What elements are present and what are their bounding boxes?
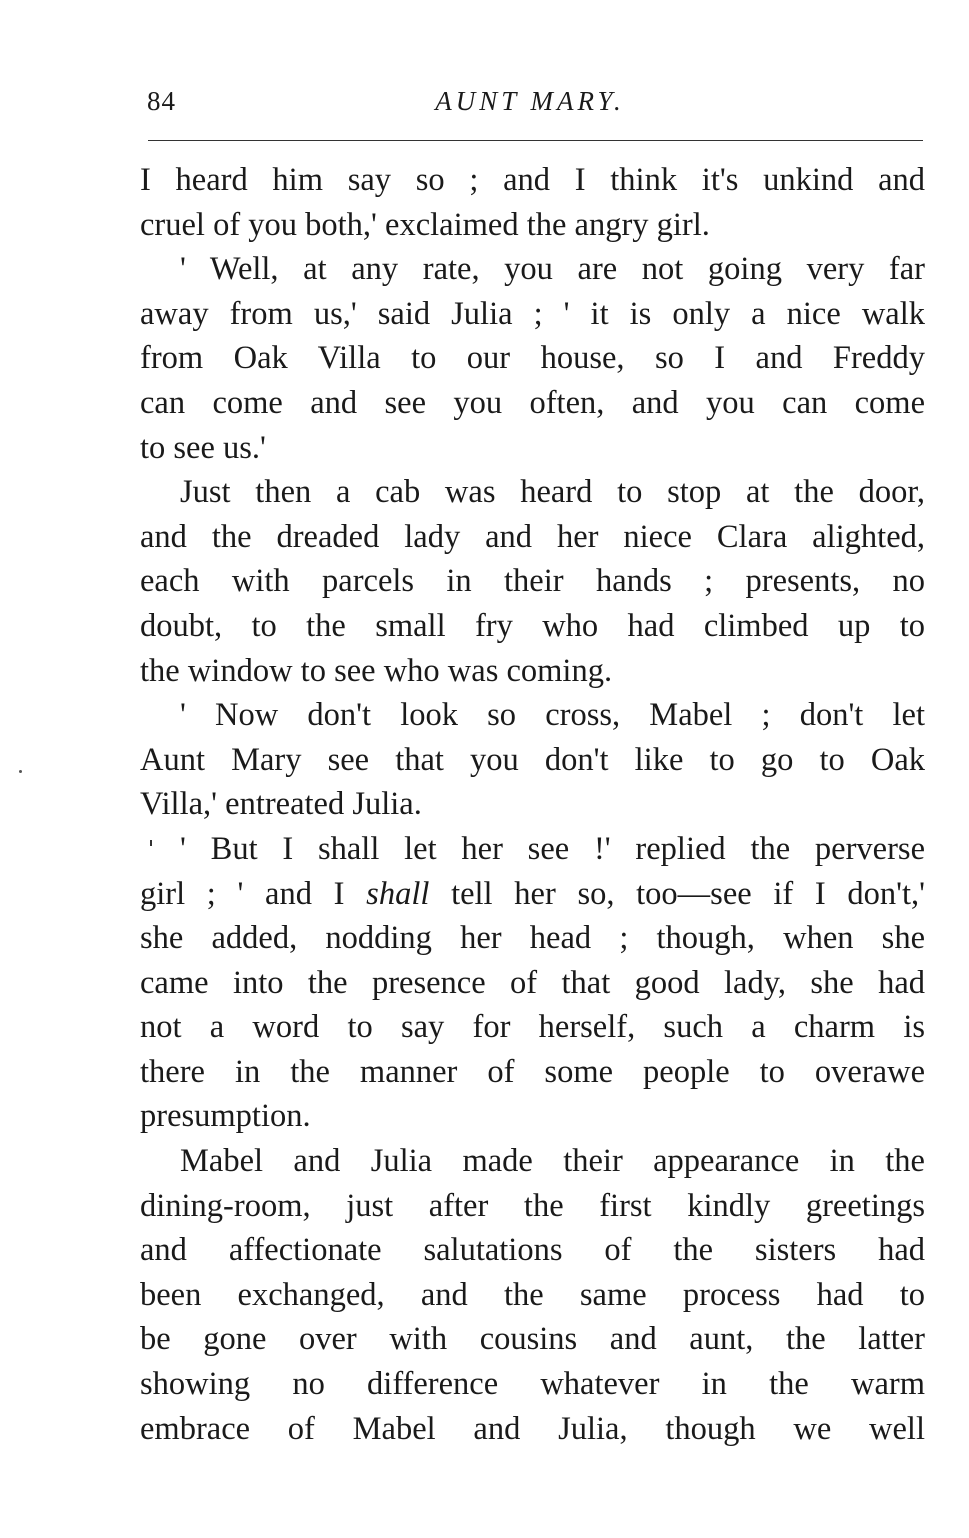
emphasized-word: shall xyxy=(366,875,430,912)
text-line: doubt, to the small fry who had climbed up to xyxy=(140,607,925,644)
text-line: the window to see who was coming. xyxy=(140,652,613,689)
text-line: each with parcels in their hands ; presents, no xyxy=(140,563,925,600)
text-line: girl ; ' and I shall tell her so, too—see if I don't,' xyxy=(140,875,926,912)
text-line: Villa,' entreated Julia. xyxy=(140,786,422,823)
text-line: ' Well, at any rate, you are not going very far xyxy=(180,251,925,288)
text-line: and affectionate salutations of the sisters had xyxy=(140,1232,925,1269)
margin-speck xyxy=(19,770,22,773)
text-line: not a word to say for herself, such a charm is xyxy=(140,1009,925,1046)
page-header xyxy=(135,86,925,126)
text-line: away from us,' said Julia ; ' it is only a nice walk xyxy=(140,295,925,332)
text-line: been exchanged, and the same process had to xyxy=(140,1276,925,1313)
text-line: to see us.' xyxy=(140,429,266,466)
text-line: presumption. xyxy=(140,1098,311,1135)
text-line: cruel of you both,' exclaimed the angry girl. xyxy=(140,206,710,243)
text-line: can come and see you often, and you can come xyxy=(140,384,925,421)
text-line: showing no difference whatever in the warm xyxy=(140,1366,925,1403)
text-line: dining-room, just after the first kindly greetings xyxy=(140,1187,925,1224)
text-line: Aunt Mary see that you don't like to go to Oak xyxy=(140,741,925,778)
text-line: Just then a cab was heard to stop at the door, xyxy=(180,474,925,511)
body-text xyxy=(140,158,925,1451)
text-line: there in the manner of some people to overawe xyxy=(140,1053,925,1090)
text-line: and the dreaded lady and her niece Clara alighted, xyxy=(140,518,925,555)
header-rule xyxy=(148,140,923,141)
text-line: from Oak Villa to our house, so I and Freddy xyxy=(140,340,925,377)
text-line: be gone over with cousins and aunt, the latter xyxy=(140,1321,925,1358)
text-line: ' Now don't look so cross, Mabel ; don't let xyxy=(180,697,925,734)
running-title: AUNT MARY. xyxy=(435,86,625,116)
text-line: came into the presence of that good lady, she had xyxy=(140,964,925,1001)
text-line: she added, nodding her head ; though, when she xyxy=(140,920,925,957)
text-line: embrace of Mabel and Julia, though we well xyxy=(140,1410,925,1447)
text-line: I heard him say so ; and I think it's unkind and xyxy=(140,162,925,198)
text-line: ' But I shall let her see !' replied the perverse xyxy=(180,830,925,867)
text-line: Mabel and Julia made their appearance in the xyxy=(180,1143,925,1180)
page-number: 84 xyxy=(147,86,176,116)
